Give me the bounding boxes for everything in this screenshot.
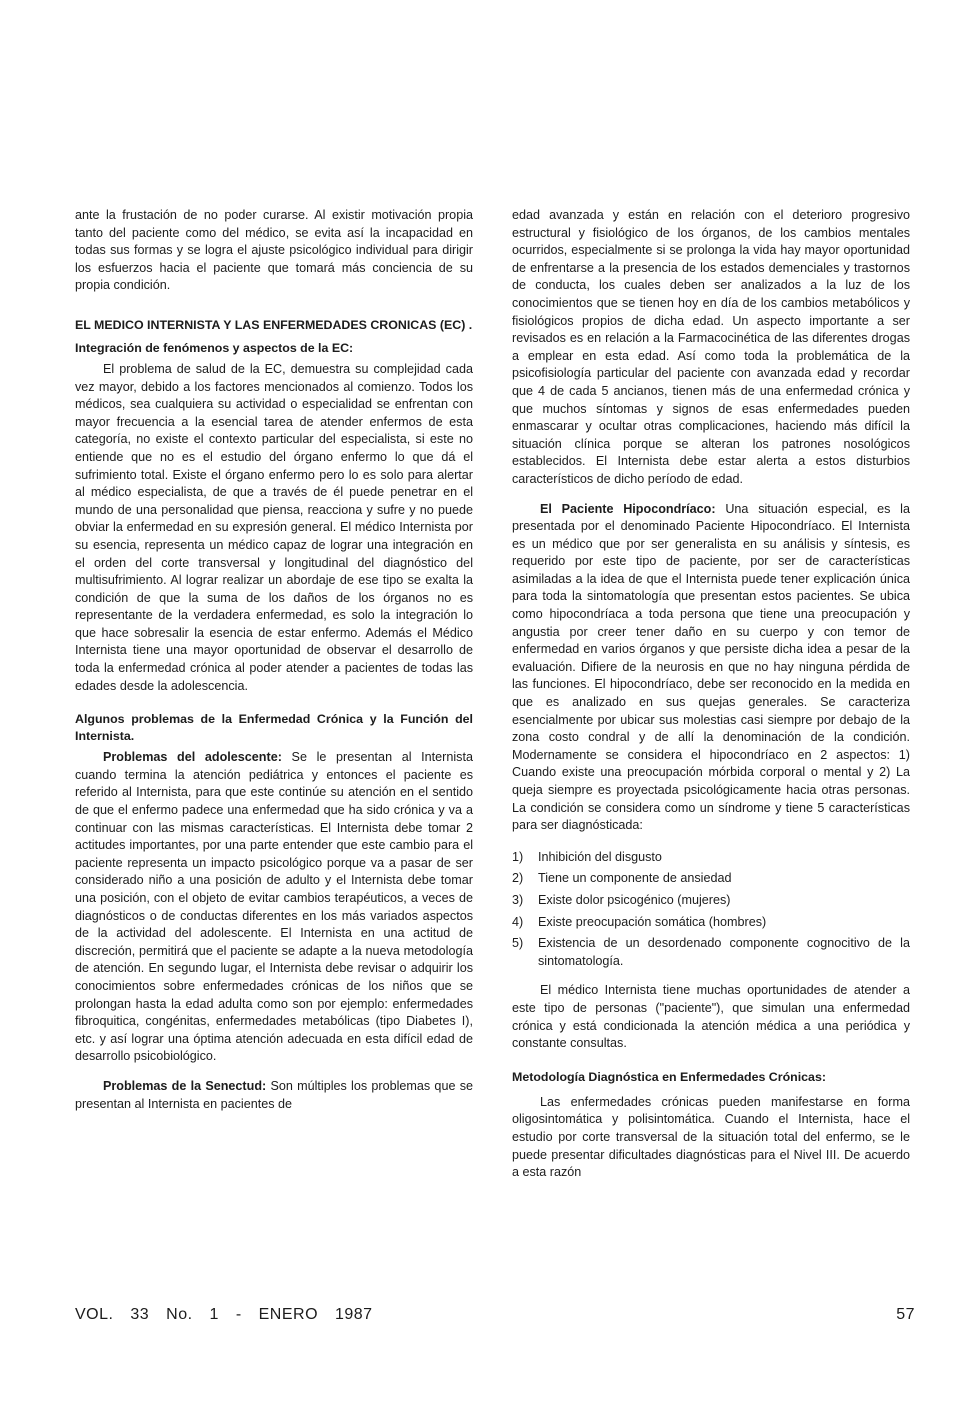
adolescente-paragraph [75, 749, 473, 1066]
left-column [75, 207, 473, 1113]
list-item-text: Inhibición del disgusto [538, 849, 662, 864]
list-item [512, 892, 910, 910]
hipocondriaco-lead: El Paciente Hipocondríaco: [540, 501, 716, 516]
list-item-text: Existe preocupación somática (hombres) [538, 914, 767, 929]
list-item [512, 935, 910, 970]
list-item-number: 4) [512, 914, 524, 929]
page-footer [75, 1306, 915, 1330]
integracion-paragraph: El problema de salud de la EC, demuestra su complejidad cada vez mayor, debido a los factores mencionados al comienzo. Todos los médicos, sea cualquiera su actividad o especialidad se enfrentan con mayor frecuencia a la esencial tarea de atender enfermos de esta categoría, no existe el contexto particular del especialista, si este no entiende que no es el estudio del órgano enfermo lo que dá el sufrimiento total. Existe el órgano enfermo pero lo es solo para alertar al médico especialista, de que a través de él puede penetrar en el mundo de una personalidad que piensa, reacciona y sufre y no puede obviar la enfermedad en su expresión general. El médico Internista por su esencia, representa un médico capaz de lograr una integración en el orden del corte transversal y longitudinal del diagnóstico del multisufrimiento. Al lograr realizar un abordaje de ese tipo se exalta la condición de que la suma de los daños de los órganos no es representante de la verdadera enfermedad, es solo la integración lo que hace sobresalir la esencia de estar enfermo. Además el Médico Internista tiene una mayor oportunidad de observar el desarrollo de toda la enfermedad crónica al poder atender a pacientes de todas las edades desde la adolescencia. [75, 361, 473, 693]
list-item [512, 849, 910, 867]
metodologia-paragraph: Las enfermedades crónicas pueden manifestarse en forma oligosintomática y polisintomática. Cuando el Internista, hace el estudio por corte transversal de la situación total del enfermo, se le puede presentar dificultades diagnósticas para el Nivel III. De acuerdo a esta razón [512, 1094, 910, 1180]
list-item-text: Existe dolor psicogénico (mujeres) [538, 892, 731, 907]
list-item-number: 5) [512, 936, 524, 951]
oportunidades-paragraph: El médico Internista tiene muchas oportunidades de atender a este tipo de personas ("paciente"), que simulan una enfermedad crónica y está condicionada la atención médica a una periódica y constante consultas. [512, 983, 910, 1051]
subheading-integracion: Integración de fenómenos y aspectos de la EC: [75, 340, 354, 355]
list-item-number: 1) [512, 849, 524, 864]
senectud-text: Son múltiples los problemas que se presentan al Internista en pacientes de [75, 1078, 473, 1111]
list-item [512, 870, 910, 888]
subheading-metodologia: Metodología Diagnóstica en Enfermedades Crónicas: [512, 1069, 826, 1084]
hipocondriaco-text: Una situación especial, es la presentada por el denominado Paciente Hipocondríaco. El Internista es un médico que por ser generalista en su análisis y síntesis, es requerido por este tipo de paciente, por ser de características asimiladas a la idea de que el Internista puede tener explicación única para toda la sintomatología que presentan estos pacientes. Se ubica como hipocondríaca a toda persona que tiene una preocupación y angustia por creer tener daño en su cuerpo y con temor de enfermedad en varios órganos y que persiste dicha idea a pesar de la evaluación. Difiere de la neurosis en que no hay ninguna pérdida de las funciones. El hipocondríaco, debe ser reconocido en la medida en que es analizado en sus quejas generales. Se caracteriza esencialmente por ubicar sus molestias casi siempre por debajo de la zona costo condral y de allí la denominación de la condición. Modernamente se considera el hipocondríaco en 2 aspectos: 1) Cuando existe una preocupación mórbida corporal o mental y 2) La queja siempre es proyectada psicológicamente hacia otras personas. La condición se considera como un síndrome y tiene 5 características para ser diagnósticada: [512, 501, 910, 833]
intro-paragraph: ante la frustación de no poder curarse. Al existir motivación propia tanto del paciente como del médico, se evita así la incapacidad en todas sus formas y se logra el ajuste psicológico individual para dirigir los esfuerzos hacia el paciente que tomará más conciencia de su propia condición. [75, 208, 473, 293]
senectud-paragraph [75, 1078, 473, 1113]
list-item [512, 914, 910, 932]
hipocondriaco-paragraph [512, 501, 910, 835]
list-item-text: Tiene un componente de ansiedad [538, 871, 732, 886]
adolescente-lead: Problemas del adolescente: [103, 750, 282, 765]
adolescente-text: Se le presentan al Internista cuando termina la atención pediátrica y entonces el paciente es referido al Internista, para que este continúe su atención en el sentido de que el enfermo padece una enfermedad que ha sido crónica y va a continuar con las mismas características. El Internista debe tomar 2 actitudes importantes, por una parte entender que este cambio para el paciente representa un impacto psicológico porque va a pasar de ser considerado niño a una posición de adulto y el Internista debe tomar una posición, con el objeto de evitar cambios terapéuticos, a veces de diagnósticos o de conductas diferentes en los más variados aspectos de la actividad del adolescente. El Internista en una actitud de discreción, permitirá que el paciente se adapte a la nueva metodología de atención. En segundo lugar, el Internista debe revisar o adquirir los conocimientos sobre enfermedades crónicas de los niños que se prolongan hasta la edad adulta como son por ejemplo: enfermedades fibroquitica, congénitas, enfermedades metabólicas (tipo Diabetes I), etc. y así lograr una óptima atención adecuada en esta difícil edad de desarrollo psicobiológico. [75, 750, 473, 1064]
list-item-text: Existencia de un desordenado componente cognocitivo de la sintomatología. [538, 936, 910, 968]
subheading-problemas: Algunos problemas de la Enfermedad Crónica y la Función del Internista. [75, 712, 473, 744]
list-item-number: 3) [512, 892, 524, 907]
page-number: 57 [896, 1306, 915, 1323]
journal-issue: VOL. 33 No. 1 - ENERO 1987 [75, 1306, 373, 1323]
list-item-number: 2) [512, 871, 524, 886]
right-column [512, 207, 910, 1182]
characteristics-list [512, 849, 910, 971]
senectud-lead: Problemas de la Senectud: [103, 1078, 267, 1093]
section-heading: EL MEDICO INTERNISTA Y LAS ENFERMEDADES CRONICAS (EC) . [75, 317, 473, 332]
senectud-continuation-paragraph: edad avanzada y están en relación con el deterioro progresivo estructural y fisiológico de los órganos, de los cambios mentales ocurridos, especialmente si se prolonga la vida hay mayor oportunidad de enfrentarse a la presencia de los estados demenciales y trastornos de conducta, los cuales deben ser analizados a la luz de los conocimientos que se tienen hoy en día de los cambios metabólicos y fisiológicos propios de dicha edad. Un aspecto importante a ser revisados es en relación a la Farmacocinética de las diferentes drogas a emplear en esta edad. Así como toda la problemática de la psicofisiología particular del paciente con avanzada edad y recordar que 4 de cada 5 ancianos, tienen más de una enfermedad crónica y que muchos síntomas y signos de esas enfermedades pueden enmascarar y ocultar otras complicaciones, haciendo más difícil la situación clínica porque se alteran los patrones nosológicos establecidos. El Internista debe estar alerta a estos disturbios característicos de dicho período de edad. [512, 208, 910, 486]
